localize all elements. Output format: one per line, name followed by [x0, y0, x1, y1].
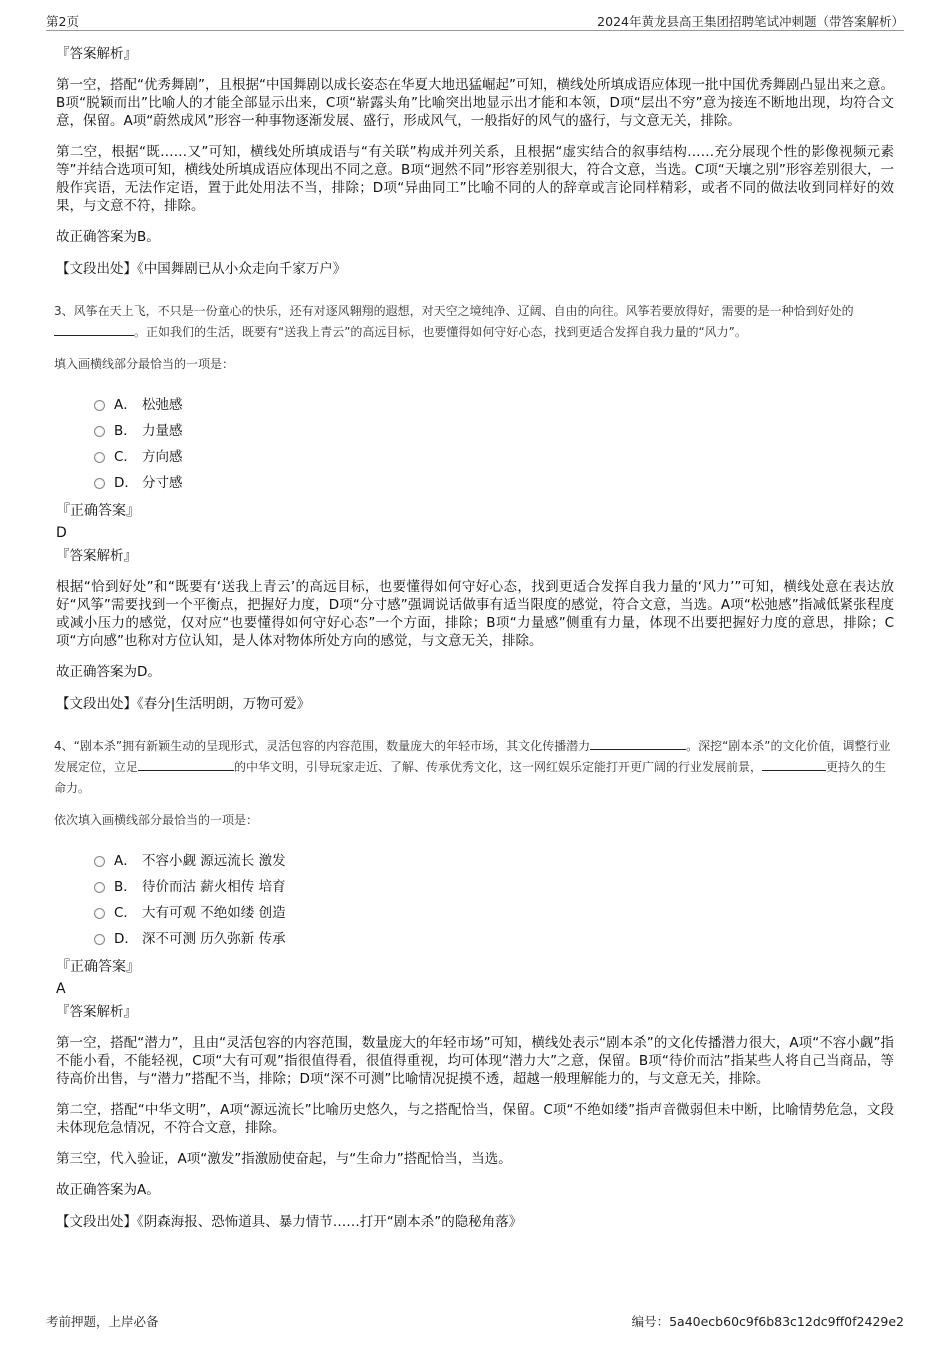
correct-answer-label: 『正确答案』 — [56, 503, 140, 519]
answer-conclusion: 故正确答案为A。 — [56, 1182, 160, 1198]
option-d[interactable]: D． 深不可测 历久弥新 传承 — [94, 926, 894, 952]
question-3-stem: 3、风筝在天上飞，不只是一份童心的快乐，还有对逐风翱翔的遐想，对天空之境纯净、辽阔、自由的向往。风筝若要放得好，需要的是一种恰到好处的。正如我们的生活，既要有“送我上青云”的高远目标，也要懂得如何守好心态，找到更适合发挥自我力量的“风力”。 — [54, 304, 854, 339]
analysis-paragraph: 第三空，代入验证，A项“激发”指激励使奋起，与“生命力”搭配恰当，当选。 — [56, 1151, 512, 1167]
analysis-paragraph: 第二空，搭配“中华文明”，A项“源远流长”比喻历史悠久，与之搭配恰当，保留。C项“不绝如缕”指声音微弱但未中断，比喻情势危急，文段未体现危急情况，不符合文意，排除。 — [56, 1102, 894, 1136]
analysis-label: 『答案解析』 — [56, 46, 137, 62]
radio-icon[interactable] — [94, 934, 105, 945]
analysis-paragraph: 第二空，根据“既……又”可知，横线处所填成语与“有关联”构成并列关系，且根据“虚实结合的叙事结构……充分展现个性的影像视频元素等”并结合选项可知，横线处所填成语应体现出不同之意。B项“迥然不同”形容差别很大，符合文意，当选。C项“天壤之别”形容差别很大，一般作宾语，无法作定语，置于此处用法不当，排除；D项“异曲同工”比喻不同的人的辞章或言论同样精彩，或者不同的做法收到同样好的效果，与文意不符，排除。 — [56, 144, 894, 214]
question-3-prompt: 填入画横线部分最恰当的一项是： — [54, 357, 235, 371]
question-4-prompt: 依次填入画横线部分最恰当的一项是： — [54, 813, 259, 827]
radio-icon[interactable] — [94, 908, 105, 919]
correct-answer: D — [56, 525, 67, 541]
radio-icon[interactable] — [94, 426, 105, 437]
option-b[interactable]: B． 力量感 — [94, 418, 894, 444]
document-body — [56, 44, 894, 1254]
answer-conclusion: 故正确答案为D。 — [56, 664, 161, 680]
option-d[interactable]: D． 分寸感 — [94, 470, 894, 496]
answer-conclusion: 故正确答案为B。 — [56, 229, 160, 245]
analysis-label: 『答案解析』 — [56, 548, 137, 564]
radio-icon[interactable] — [94, 856, 105, 867]
question-4-options — [94, 848, 894, 952]
analysis-label: 『答案解析』 — [56, 1004, 137, 1020]
radio-icon[interactable] — [94, 400, 105, 411]
document-title: 2024年黄龙县高王集团招聘笔试冲刺题（带答案解析） — [597, 14, 904, 29]
page-header — [46, 10, 904, 31]
correct-answer: A — [56, 981, 66, 997]
option-a[interactable]: A． 不容小觑 源远流长 激发 — [94, 848, 894, 874]
question-4-stem: 4、“剧本杀”拥有新颖生动的呈现形式，灵活包容的内容范围，数量庞大的年轻市场，其文化传播潜力 。深挖“剧本杀”的文化价值，调整行业发展定位，立足 的中华文明，引导玩家走近、了解、传承优秀文化，这一网红娱乐定能打开更广阔的行业发展前景， 更持久的生命力。 — [54, 736, 894, 799]
passage-source: 【文段出处】《春分|生活明朗，万物可爱》 — [56, 696, 311, 712]
radio-icon[interactable] — [94, 452, 105, 463]
passage-source: 【文段出处】《阴森海报、恐怖道具、暴力情节……打开“剧本杀”的隐秘角落》 — [56, 1214, 523, 1230]
question-3-options — [94, 392, 894, 496]
correct-answer-label: 『正确答案』 — [56, 959, 140, 975]
answer-blank — [138, 757, 234, 771]
radio-icon[interactable] — [94, 478, 105, 489]
option-c[interactable]: C． 大有可观 不绝如缕 创造 — [94, 900, 894, 926]
option-b[interactable]: B． 待价而沽 薪火相传 培育 — [94, 874, 894, 900]
analysis-paragraph: 第一空，搭配“潜力”，且由“灵活包容的内容范围，数量庞大的年轻市场”可知，横线处表示“剧本杀”的文化传播潜力很大，A项“不容小觑”指不能小看，不能轻视，C项“大有可观”指很值得看，很值得重视，均可体现“潜力大”之意，保留。B项“待价而沽”指某些人将自己当商品，等待高价出售，与“潜力”搭配不当，排除；D项“深不可测”比喻情况捉摸不透，超越一般理解能力的，与文意无关，排除。 — [56, 1035, 894, 1087]
footer-slogan: 考前押题，上岸必备 — [46, 1314, 159, 1329]
analysis-paragraph: 第一空，搭配“优秀舞剧”，且根据“中国舞剧以成长姿态在华夏大地迅猛崛起”可知，横线处所填成语应体现一批中国优秀舞剧凸显出来之意。B项“脱颖而出”比喻人的才能全部显示出来，C项“崭露头角”比喻突出地显示出才能和本领，D项“层出不穷”意为接连不断地出现，均符合文意，保留。A项“蔚然成风”形容一种事物逐渐发展、盛行，形成风气，一般指好的风气的盛行，与文意无关，排除。 — [56, 77, 894, 129]
answer-blank — [54, 322, 134, 336]
page-number: 第2页 — [46, 14, 79, 29]
radio-icon[interactable] — [94, 882, 105, 893]
option-a[interactable]: A． 松弛感 — [94, 392, 894, 418]
answer-blank — [762, 757, 826, 771]
document-id: 编号：5a40ecb60c9f6b83c12dc9ff0f2429e2 — [631, 1314, 904, 1329]
answer-blank — [590, 736, 686, 750]
analysis-paragraph: 根据“恰到好处”和“既要有‘送我上青云’的高远目标，也要懂得如何守好心态，找到更适合发挥自我力量的‘风力’”可知，横线处意在表达放好“风筝”需要找到一个平衡点，把握好力度，D项“分寸感”强调说话做事有适当限度的感觉，符合文意，当选。A项“松弛感”指减低紧张程度或减小压力的感觉，仅对应“也要懂得如何守好心态”一个方面，排除；B项“力量感”侧重有力量，体现不出要把握好力度的意思，排除；C项“方向感”也称对方位认知，是人体对物体所处方向的感觉，与文意无关，排除。 — [56, 579, 894, 649]
passage-source: 【文段出处】《中国舞剧已从小众走向千家万户》 — [56, 261, 347, 277]
option-c[interactable]: C． 方向感 — [94, 444, 894, 470]
